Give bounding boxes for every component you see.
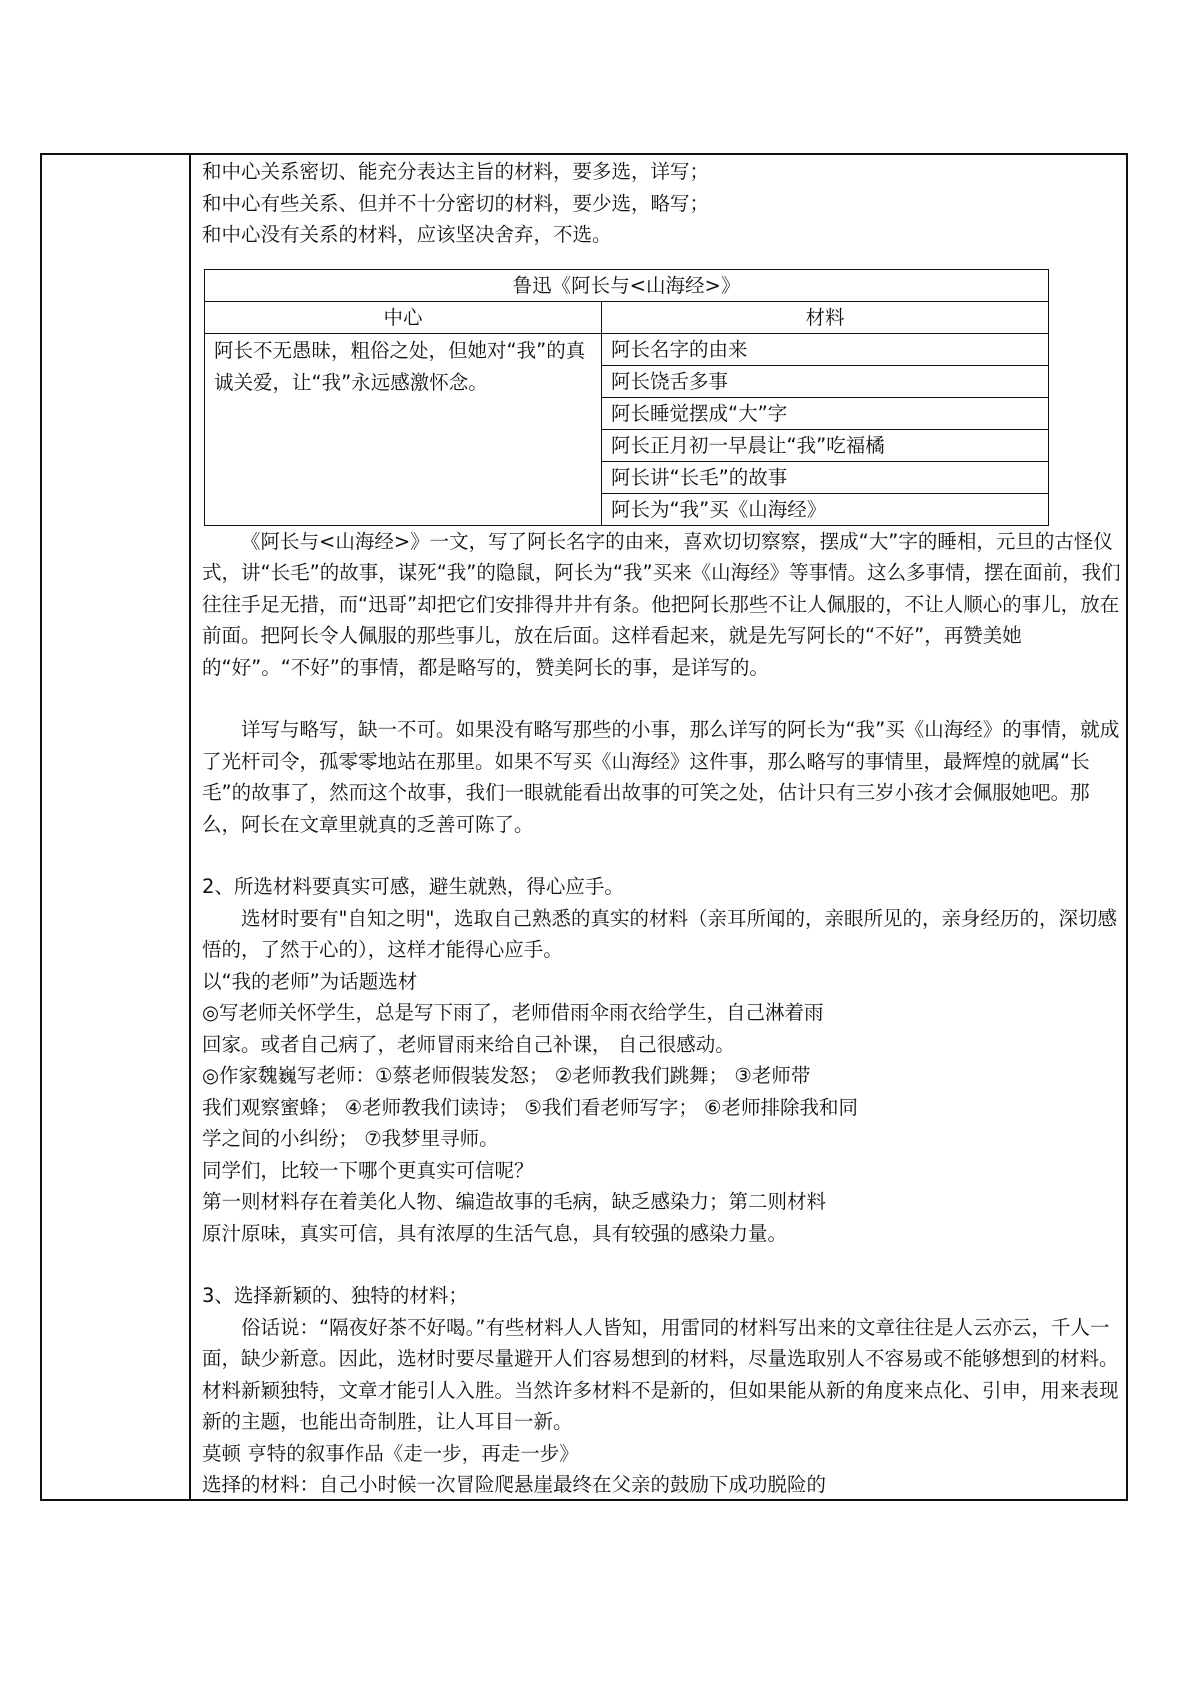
section-2-line: 回家。或者自己病了，老师冒雨来给自己补课， 自己很感动。 <box>202 1032 735 1056</box>
material-cell: 阿长讲“长毛”的故事 <box>602 461 1049 493</box>
center-cell: 阿长不无愚昧，粗俗之处，但她对“我”的真诚关爱，让“我”永远感激怀念。 <box>205 333 602 525</box>
section-3-line: 莫顿 亨特的叙事作品《走一步，再走一步》 <box>202 1441 579 1465</box>
section-3-heading: 3、选择新颖的、独特的材料； <box>202 1284 468 1307</box>
spacer <box>202 840 1122 871</box>
section-2-heading: 2、所选材料要真实可感，避生就熟，得心应手。 <box>202 875 624 898</box>
spacer <box>202 683 1122 714</box>
section-2-line: 学之间的小纠纷； ⑦我梦里寻师。 <box>202 1127 499 1150</box>
spacer <box>202 1249 1122 1280</box>
column-header-center: 中心 <box>205 301 602 333</box>
section-3-line: 选择的材料：自己小时候一次冒险爬悬崖最终在父亲的鼓励下成功脱险的 <box>202 1473 827 1496</box>
section-2-lines <box>202 966 1122 1250</box>
lesson-content <box>202 156 1122 1501</box>
section-2-line: 同学们，比较一下哪个更真实可信呢？ <box>202 1158 534 1182</box>
section-2-line: ◎写老师关怀学生，总是写下雨了，老师借雨伞雨衣给学生，自己淋着雨 <box>202 1001 824 1024</box>
section-3-lines <box>202 1438 1122 1501</box>
column-header-material: 材料 <box>602 301 1049 333</box>
section-2-line: 以“我的老师”为话题选材 <box>202 969 418 993</box>
section-2-line: 第一则材料存在着美化人物、编造故事的毛病，缺乏感染力；第二则材料 <box>202 1190 827 1213</box>
material-cell: 阿长睡觉摆成“大”字 <box>602 397 1049 429</box>
material-cell: 阿长饶舌多事 <box>602 365 1049 397</box>
intro-line: 和中心没有关系的材料，应该坚决舍弃，不选。 <box>202 223 612 246</box>
paragraph-2: 详写与略写，缺一不可。如果没有略写那些的小事，那么详写的阿长为“我”买《山海经》的事情，就成了光杆司令，孤零零地站在那里。如果不写买《山海经》这件事，那么略写的事情里，最辉煌的就属“长毛”的故事了，然而这个故事，我们一眼就能看出故事的可笑之处，估计只有三岁小孩才会佩服她吧。那么，阿长在文章里就真的乏善可陈了。 <box>202 718 1120 836</box>
section-2-body: 选材时要有"自知之明"，选取自己熟悉的真实的材料（亲耳所闻的，亲眼所见的，亲身经历的，深切感悟的，了然于心的），这样才能得心应手。 <box>202 906 1117 961</box>
material-cell: 阿长为“我”买《山海经》 <box>602 493 1049 525</box>
intro-line: 和中心有些关系、但并不十分密切的材料，要少选，略写； <box>202 191 710 215</box>
table-title: 鲁迅《阿长与<山海经>》 <box>205 269 1049 301</box>
column-divider <box>189 153 191 1501</box>
intro-line: 和中心关系密切、能充分表达主旨的材料，要多选，详写； <box>202 160 710 183</box>
section-2-line: ◎作家魏巍写老师：①蔡老师假装发怒； ②老师教我们跳舞； ③老师带 <box>202 1064 811 1087</box>
intro-lines <box>202 156 1122 251</box>
paragraph-1: 《阿长与<山海经>》一文，写了阿长名字的由来，喜欢切切察察，摆成“大”字的睡相，元旦的古怪仪式，讲“长毛”的故事，谋死“我”的隐鼠，阿长为“我”买来《山海经》等事情。这么多事情，摆在面前，我们往往手足无措，而“迅哥”却把它们安排得井井有条。他把阿长那些不让人佩服的，不让人顺心的事儿，放在前面。把阿长令人佩服的那些事儿，放在后面。这样看起来，就是先写阿长的“不好”，再赞美她的“好”。“不好”的事情，都是略写的，赞美阿长的事，是详写的。 <box>202 529 1121 679</box>
material-cell: 阿长正月初一早晨让“我”吃福橘 <box>602 429 1049 461</box>
center-material-table <box>204 269 1049 526</box>
section-2-line: 我们观察蜜蜂； ④老师教我们读诗； ⑤我们看老师写字； ⑥老师排除我和同 <box>202 1095 859 1119</box>
section-2-line: 原汁原味，真实可信，具有浓厚的生活气息，具有较强的感染力量。 <box>202 1221 788 1245</box>
section-3-body: 俗话说：“隔夜好茶不好喝。”有些材料人人皆知，用雷同的材料写出来的文章往往是人云亦云，千人一面，缺少新意。因此，选材时要尽量避开人们容易想到的材料，尽量选取别人不容易或不能够想到的材料。材料新颖独特，文章才能引人入胜。当然许多材料不是新的，但如果能从新的角度来点化、引申，用来表现新的主题，也能出奇制胜，让人耳目一新。 <box>202 1315 1119 1433</box>
material-cell: 阿长名字的由来 <box>602 333 1049 365</box>
